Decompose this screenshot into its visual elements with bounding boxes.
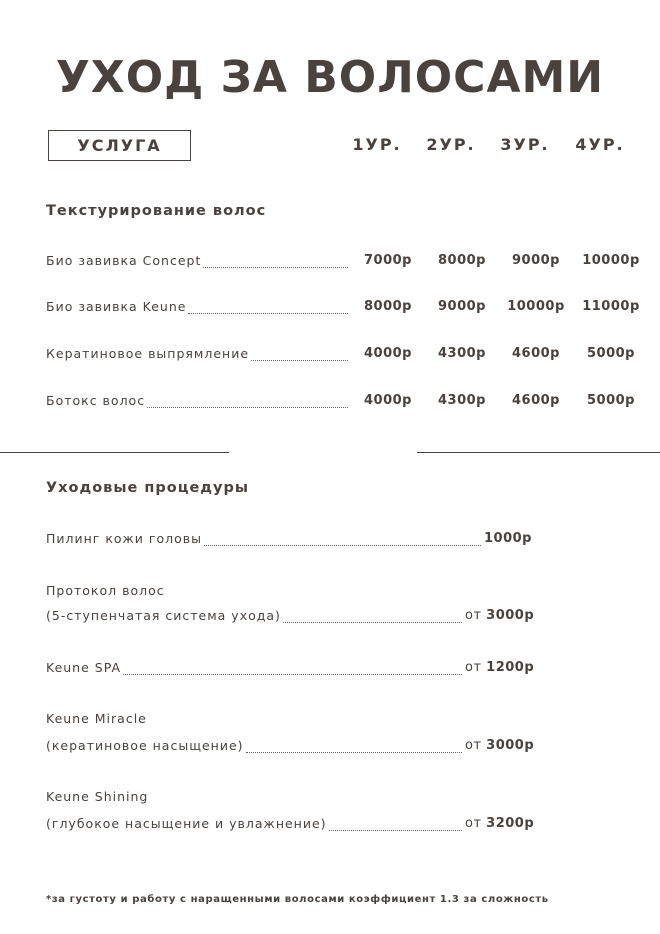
- page-title: УХОД ЗА ВОЛОСАМИ: [55, 52, 605, 103]
- service-column-label: УСЛУГА: [48, 130, 191, 161]
- footnote: *за густоту и работу с наращенными волосами коэффициент 1.3 за сложность: [46, 894, 549, 905]
- price-level-3: 10000р: [507, 299, 565, 314]
- service-name: Ботокс волос: [46, 393, 146, 408]
- divider-left: [0, 452, 229, 453]
- care-item-description: (кератиновое насыщение): [46, 738, 244, 753]
- price-row: [46, 393, 646, 413]
- care-item-title: Keune SPA: [46, 660, 121, 675]
- price-value: 1200р: [486, 660, 535, 675]
- care-price: [465, 816, 534, 831]
- price-level-1: 4000р: [364, 393, 412, 408]
- price-level-2: 9000р: [438, 299, 486, 314]
- price-prefix: от: [465, 660, 482, 675]
- price-level-1: 4000р: [364, 346, 412, 361]
- dot-leader: [188, 299, 348, 314]
- price-level-3: 9000р: [512, 253, 560, 268]
- care-price: [465, 738, 534, 753]
- level-1-header: 1УР.: [352, 135, 402, 154]
- service-name: Кератиновое выпрямление: [46, 346, 250, 361]
- level-3-header: 3УР.: [500, 135, 550, 154]
- price-level-1: 7000р: [364, 253, 412, 268]
- service-name: Био завивка Concept: [46, 253, 202, 268]
- care-item-title: Keune Shining: [46, 789, 149, 804]
- care-item-description: (глубокое насыщение и увлажнение): [46, 816, 327, 831]
- level-2-header: 2УР.: [426, 135, 476, 154]
- price-row: [46, 346, 646, 366]
- dot-leader: [283, 608, 462, 623]
- price-level-1: 8000р: [364, 299, 412, 314]
- price-row: [46, 299, 646, 319]
- price-value: 3000р: [486, 738, 535, 753]
- price-level-3: 4600р: [512, 393, 560, 408]
- level-4-header: 4УР.: [575, 135, 625, 154]
- care-item-title: Протокол волос: [46, 583, 165, 598]
- texturing-section-title: Текстурирование волос: [46, 203, 267, 219]
- care-item-description: (5-ступенчатая система ухода): [46, 608, 281, 623]
- dot-leader: [246, 738, 462, 753]
- price-row: [46, 253, 646, 273]
- price-prefix: от: [465, 608, 482, 623]
- care-item-title: Keune Miracle: [46, 711, 147, 726]
- dot-leader: [204, 531, 481, 546]
- price-level-4: 5000р: [587, 346, 635, 361]
- price-value: 3200р: [486, 816, 535, 831]
- care-price: [465, 608, 534, 623]
- price-level-2: 8000р: [438, 253, 486, 268]
- price-level-4: 10000р: [582, 253, 640, 268]
- dot-leader: [251, 346, 348, 361]
- divider-right: [417, 452, 660, 453]
- table-header: [0, 130, 660, 164]
- dot-leader: [203, 253, 348, 268]
- price-level-2: 4300р: [438, 393, 486, 408]
- price-level-2: 4300р: [438, 346, 486, 361]
- price-level-4: 11000р: [582, 299, 640, 314]
- care-item-title: Пилинг кожи головы: [46, 531, 202, 546]
- dot-leader: [147, 393, 348, 408]
- dot-leader: [329, 816, 462, 831]
- price-value: 3000р: [486, 608, 535, 623]
- price-level-3: 4600р: [512, 346, 560, 361]
- price-prefix: от: [465, 738, 482, 753]
- care-price: [484, 531, 532, 546]
- service-name: Био завивка Keune: [46, 299, 187, 314]
- dot-leader: [123, 660, 462, 675]
- price-prefix: от: [465, 816, 482, 831]
- price-level-4: 5000р: [587, 393, 635, 408]
- price-value: 1000р: [484, 531, 532, 546]
- care-price: [465, 660, 534, 675]
- care-section-title: Уходовые процедуры: [46, 480, 249, 496]
